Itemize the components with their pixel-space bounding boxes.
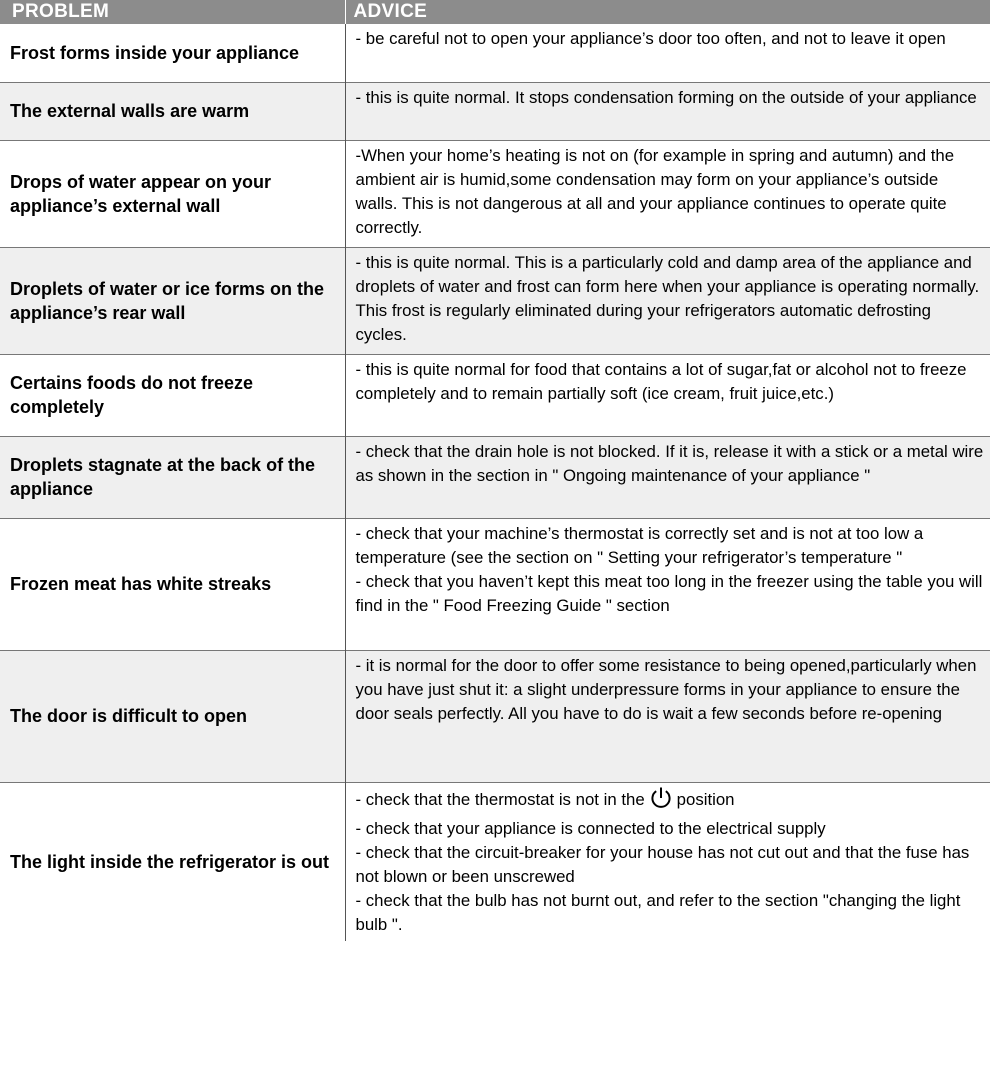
advice-column-header: ADVICE	[345, 0, 990, 24]
table-header-row	[0, 0, 990, 24]
advice-line: - check that your machine’s thermostat is correctly set and is not at too low a temperature (see the section on " Setting your refrigerator’s temperature "	[355, 523, 924, 567]
table-row	[0, 354, 990, 436]
advice-cell	[345, 436, 990, 518]
advice-line: - this is quite normal. It stops condensation forming on the outside of your appliance	[355, 87, 977, 107]
table-row	[0, 140, 990, 247]
advice-cell	[345, 140, 990, 247]
power-icon	[649, 786, 673, 817]
table-row	[0, 247, 990, 354]
problem-cell: Droplets stagnate at the back of the appliance	[0, 436, 345, 518]
problem-cell: The external walls are warm	[0, 82, 345, 140]
advice-line: - be careful not to open your appliance’s door too often, and not to leave it open	[355, 29, 946, 48]
problem-cell: The light inside the refrigerator is out	[0, 782, 345, 941]
problem-cell: The door is difficult to open	[0, 650, 345, 782]
problem-cell: Frozen meat has white streaks	[0, 518, 345, 650]
table-row	[0, 82, 990, 140]
advice-line: - check that the bulb has not burnt out, and refer to the section "changing the light bulb ".	[355, 890, 961, 934]
advice-cell	[345, 82, 990, 140]
advice-line: - check that the drain hole is not blocked. If it is, release it with a stick or a metal wire as shown in the section in " Ongoing maintenance of your appliance "	[355, 441, 984, 485]
problem-cell: Frost forms inside your appliance	[0, 24, 345, 82]
advice-line: - this is quite normal for food that contains a lot of sugar,fat or alcohol not to freeze completely and to remain partially soft (ice cream, fruit juice,etc.)	[355, 359, 967, 403]
advice-cell	[345, 650, 990, 782]
problem-column-header: PROBLEM	[0, 0, 345, 24]
problem-cell: Drops of water appear on your appliance’s external wall	[0, 140, 345, 247]
table-row	[0, 650, 990, 782]
advice-line	[356, 786, 985, 817]
table-row	[0, 24, 990, 82]
problem-cell: Droplets of water or ice forms on the appliance’s rear wall	[0, 247, 345, 354]
advice-line: - check that your appliance is connected to the electrical supply	[355, 818, 826, 838]
advice-text: - check that the thermostat is not in the	[355, 789, 645, 809]
advice-cell	[345, 247, 990, 354]
advice-line: -When your home’s heating is not on (for example in spring and autumn) and the ambient air is humid,some condensation may form on your appliance’s outside walls. This is not dangerous at all and your appliance continues to operate quite correctly.	[355, 145, 955, 237]
advice-line: - check that the circuit-breaker for your house has not cut out and that the fuse has not blown or been unscrewed	[355, 842, 970, 886]
advice-line: - check that you haven’t kept this meat too long in the freezer using the table you will find in the " Food Freezing Guide " section	[355, 571, 983, 615]
advice-line: - this is quite normal. This is a particularly cold and damp area of the appliance and droplets of water and frost can form here when your appliance is operating normally. This frost is regularly eliminated during your refrigerators automatic defrosting cycles.	[355, 252, 980, 344]
advice-cell	[345, 354, 990, 436]
advice-cell	[345, 782, 990, 941]
advice-line: - it is normal for the door to offer some resistance to being opened,particularly when you have just shut it: a slight underpressure forms in your appliance to ensure the door seals perfectly. All you have to do is wait a few seconds before re-opening	[355, 655, 977, 723]
problem-cell: Certains foods do not freeze completely	[0, 354, 345, 436]
table-row	[0, 782, 990, 941]
advice-text: position	[676, 789, 735, 809]
table-row	[0, 518, 990, 650]
table-row	[0, 436, 990, 518]
advice-cell	[345, 518, 990, 650]
advice-cell	[345, 24, 990, 82]
